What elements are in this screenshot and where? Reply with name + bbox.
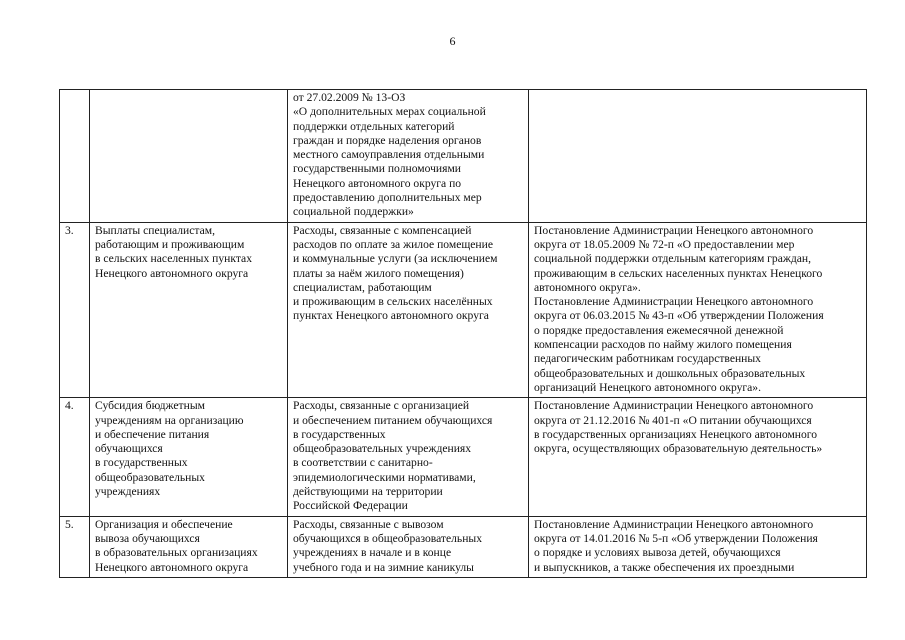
cell-text-line: в государственных: [95, 456, 188, 470]
cell-text-line: округа, осуществляющих образовательную деятельность»: [534, 442, 823, 456]
legal-document-cell: [529, 222, 867, 398]
cell-text-line: в государственных организациях Ненецкого автономного: [534, 427, 818, 441]
cell-text-line: «О дополнительных мерах социальной: [293, 105, 486, 119]
measure-name-cell: [90, 90, 288, 223]
cell-text-line: организаций Ненецкого автономного округа».: [534, 380, 762, 394]
row-number-cell: [60, 222, 90, 398]
cell-text-line: специалистам, работающим: [293, 280, 432, 294]
cell-text-line: 3.: [65, 223, 74, 237]
cell-text-line: округа от 06.03.2015 № 43-п «Об утверждении Положения: [534, 309, 824, 323]
cell-text-line: работающим и проживающим: [95, 237, 245, 251]
cell-text-line: Ненецкого автономного округа: [95, 560, 249, 574]
cell-text-line: 5.: [65, 517, 74, 531]
cell-text-line: обучающихся в общеобразовательных: [293, 531, 482, 545]
cell-text-line: обучающихся: [95, 442, 163, 456]
cell-text-line: автономного округа».: [534, 280, 641, 294]
table-body: [60, 90, 867, 578]
expense-description-cell: [288, 516, 529, 577]
expense-description-cell: [288, 90, 529, 223]
cell-text-line: от 27.02.2009 № 13-ОЗ: [293, 91, 406, 104]
cell-text-line: расходов по оплате за жилое помещение: [293, 237, 493, 251]
cell-text-line: действующими на территории: [293, 485, 443, 499]
cell-text-line: платы за наём жилого помещения): [293, 266, 464, 280]
cell-text-line: Расходы, связанные с организацией: [293, 399, 470, 413]
cell-text-line: пунктах Ненецкого автономного округа: [293, 309, 489, 323]
row-number-cell: [60, 516, 90, 577]
cell-text-line: общеобразовательных: [95, 470, 205, 484]
cell-text-line: и проживающим в сельских населённых: [293, 295, 493, 309]
expense-description-cell: [288, 398, 529, 516]
cell-text-line: местного самоуправления отдельными: [293, 148, 485, 162]
cell-text-line: округа от 21.12.2016 № 401-п «О питании обучающихся: [534, 413, 812, 427]
cell-text-line: Постановление Администрации Ненецкого автономного: [534, 517, 814, 531]
cell-text-line: эпидемиологическими нормативами,: [293, 470, 476, 484]
cell-text-line: Постановление Администрации Ненецкого автономного: [534, 223, 814, 237]
cell-text-line: социальной поддержки»: [293, 205, 414, 219]
cell-text-line: учреждениях: [95, 485, 161, 499]
table-row: [60, 516, 867, 577]
cell-text-line: Расходы, связанные с вывозом: [293, 517, 444, 531]
table-row: [60, 398, 867, 516]
legal-document-cell: [529, 516, 867, 577]
page-number: 6: [449, 34, 456, 48]
cell-text-line: учреждениям на организацию: [95, 413, 244, 427]
cell-text-line: поддержки отдельных категорий: [293, 119, 455, 133]
legal-document-cell: [529, 398, 867, 516]
cell-text-line: Организация и обеспечение: [95, 517, 233, 531]
cell-text-line: и обеспечением питанием обучающихся: [293, 413, 493, 427]
table-row: [60, 222, 867, 398]
cell-text-line: округа от 14.01.2016 № 5-п «Об утверждении Положения: [534, 531, 818, 545]
cell-text-line: Ненецкого автономного округа по: [293, 176, 462, 190]
cell-text-line: Постановление Администрации Ненецкого автономного: [534, 399, 814, 413]
expense-description-cell: [288, 222, 529, 398]
legal-document-cell: [529, 90, 867, 223]
cell-text-line: государственными полномочиями: [293, 162, 462, 176]
row-number-cell: [60, 398, 90, 516]
cell-text-line: Ненецкого автономного округа: [95, 266, 249, 280]
cell-text-line: Субсидия бюджетным: [95, 399, 205, 413]
cell-text-line: в сельских населенных пунктах: [95, 252, 253, 266]
cell-text-line: округа от 18.05.2009 № 72-п «О предоставлении мер: [534, 237, 795, 251]
cell-text-line: учреждениях в начале и в конце: [293, 546, 452, 560]
cell-text-line: граждан и порядке наделения органов: [293, 133, 482, 147]
cell-text-line: учебного года и на зимние каникулы: [293, 560, 474, 574]
cell-text-line: в соответствии с санитарно-: [293, 456, 433, 470]
measure-name-cell: [90, 398, 288, 516]
cell-text-line: вывоза обучающихся: [95, 531, 200, 545]
table-row: [60, 90, 867, 223]
cell-text-line: педагогическим работникам государственных: [534, 352, 761, 366]
measure-name-cell: [90, 222, 288, 398]
cell-text-line: 4.: [65, 399, 74, 413]
cell-text-line: Выплаты специалистам,: [95, 223, 215, 237]
cell-text-line: в государственных: [293, 427, 386, 441]
cell-text-line: общеобразовательных и дошкольных образовательных: [534, 366, 806, 380]
cell-text-line: и коммунальные услуги (за исключением: [293, 252, 498, 266]
cell-text-line: Расходы, связанные с компенсацией: [293, 223, 472, 237]
cell-text-line: Постановление Администрации Ненецкого автономного: [534, 295, 814, 309]
cell-text-line: о порядке предоставления ежемесячной денежной: [534, 323, 784, 337]
cell-text-line: компенсации расходов по найму жилого помещения: [534, 338, 792, 352]
cell-text-line: и выпускников, а также обеспечения их проездными: [534, 560, 795, 574]
measure-name-cell: [90, 516, 288, 577]
cell-text-line: в образовательных организациях: [95, 546, 258, 560]
cell-text-line: предоставлению дополнительных мер: [293, 191, 482, 205]
cell-text-line: проживающим в сельских населенных пунктах Ненецкого: [534, 266, 823, 280]
cell-text-line: и обеспечение питания: [95, 427, 210, 441]
benefits-table: [59, 89, 867, 578]
cell-text-line: Российской Федерации: [293, 499, 408, 513]
cell-text-line: о порядке и условиях вывоза детей, обучающихся: [534, 546, 781, 560]
row-number-cell: [60, 90, 90, 223]
cell-text-line: общеобразовательных учреждениях: [293, 442, 472, 456]
cell-text-line: социальной поддержки отдельным категориям граждан,: [534, 252, 812, 266]
